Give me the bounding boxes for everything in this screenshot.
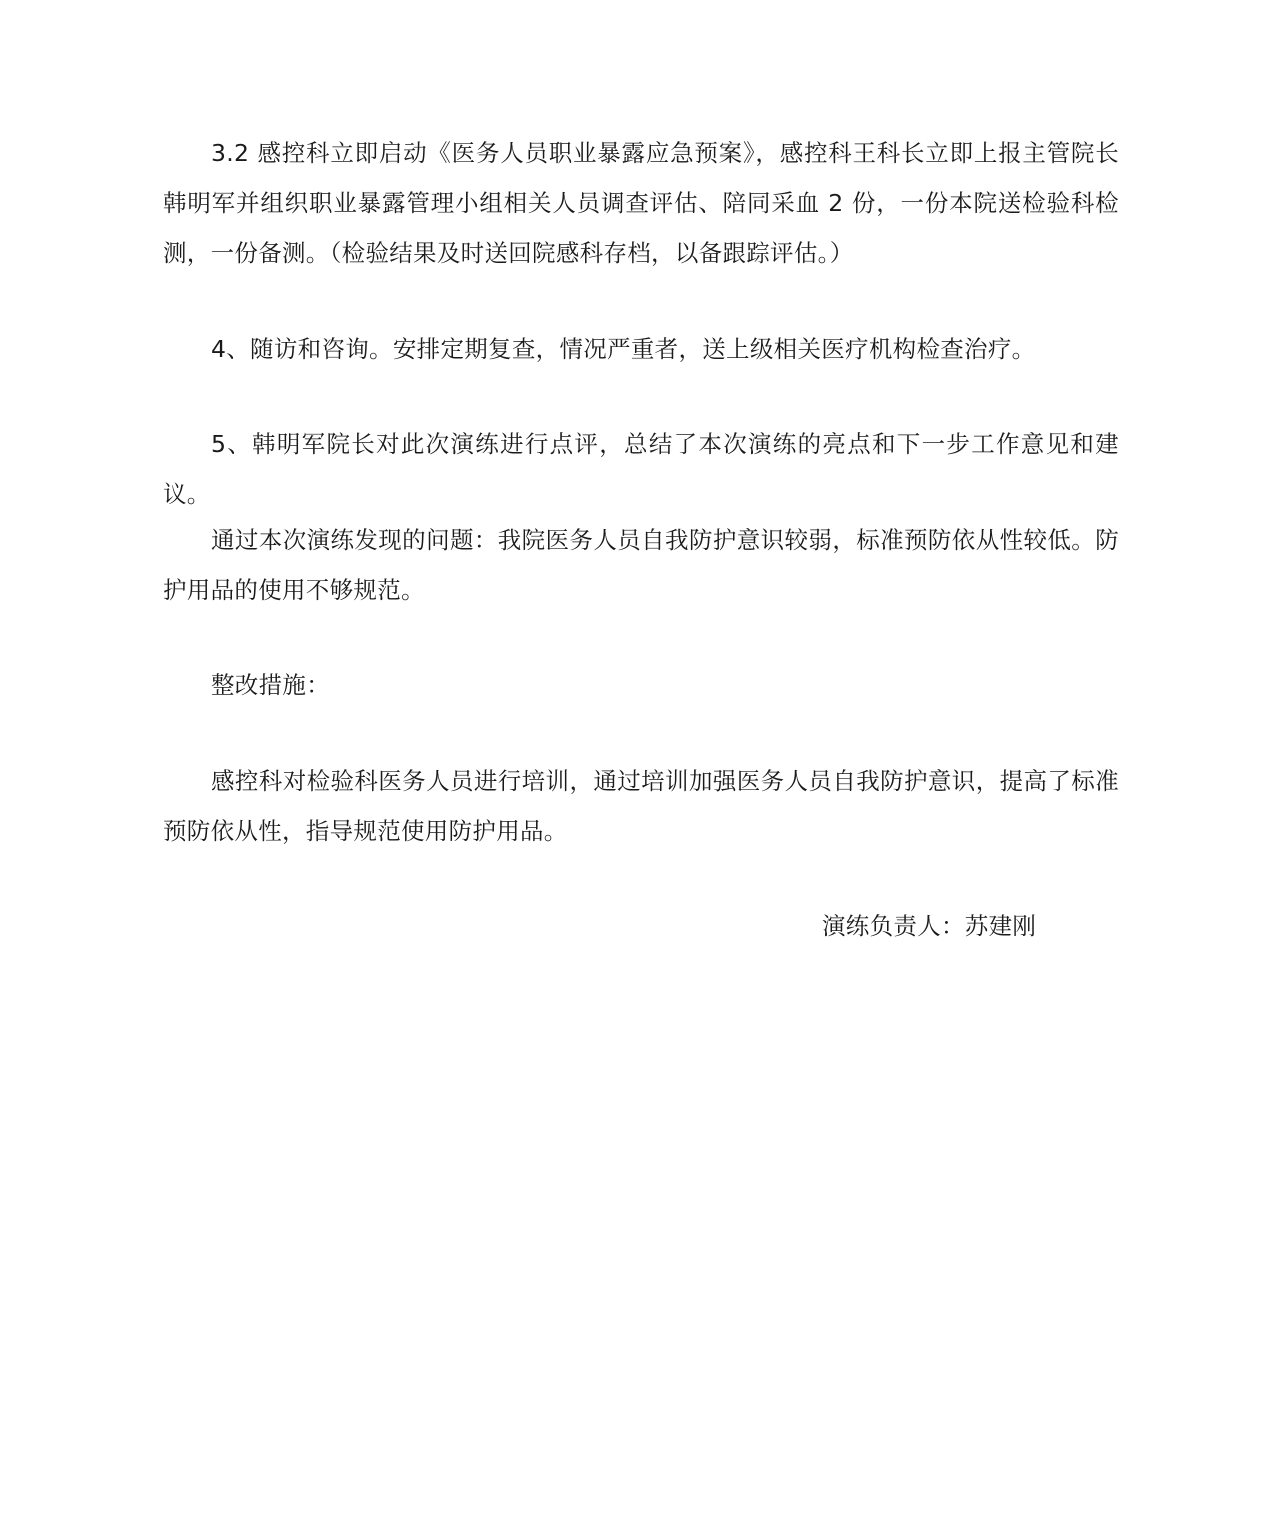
- paragraph-review: 5、韩明军院长对此次演练进行点评，总结了本次演练的亮点和下一步工作意见和建议。: [163, 430, 1119, 508]
- paragraph-follow-up: 4、随访和咨询。安排定期复查，情况严重者，送上级相关医疗机构检查治疗。: [211, 335, 1036, 363]
- paragraph-problems-found: 通过本次演练发现的问题：我院医务人员自我防护意识较弱，标准预防依从性较低。防护用品的使用不够规范。: [163, 526, 1119, 604]
- paragraph-blood-sampling: 3.2 感控科立即启动《医务人员职业暴露应急预案》，感控科王科长立即上报主管院长韩明军并组织职业暴露管理小组相关人员调查评估、陪同采血 2 份，一份本院送检验科检测，一份备测。（检验结果及时送回院感科存档，以备跟踪评估。）: [163, 139, 1119, 267]
- paragraph-rectification-measures: 感控科对检验科医务人员进行培训，通过培训加强医务人员自我防护意识，提高了标准预防依从性，指导规范使用防护用品。: [163, 767, 1119, 845]
- signature-line: 演练负责人：苏建刚: [822, 912, 1037, 940]
- paragraph-rectification-heading: 整改措施：: [211, 671, 330, 699]
